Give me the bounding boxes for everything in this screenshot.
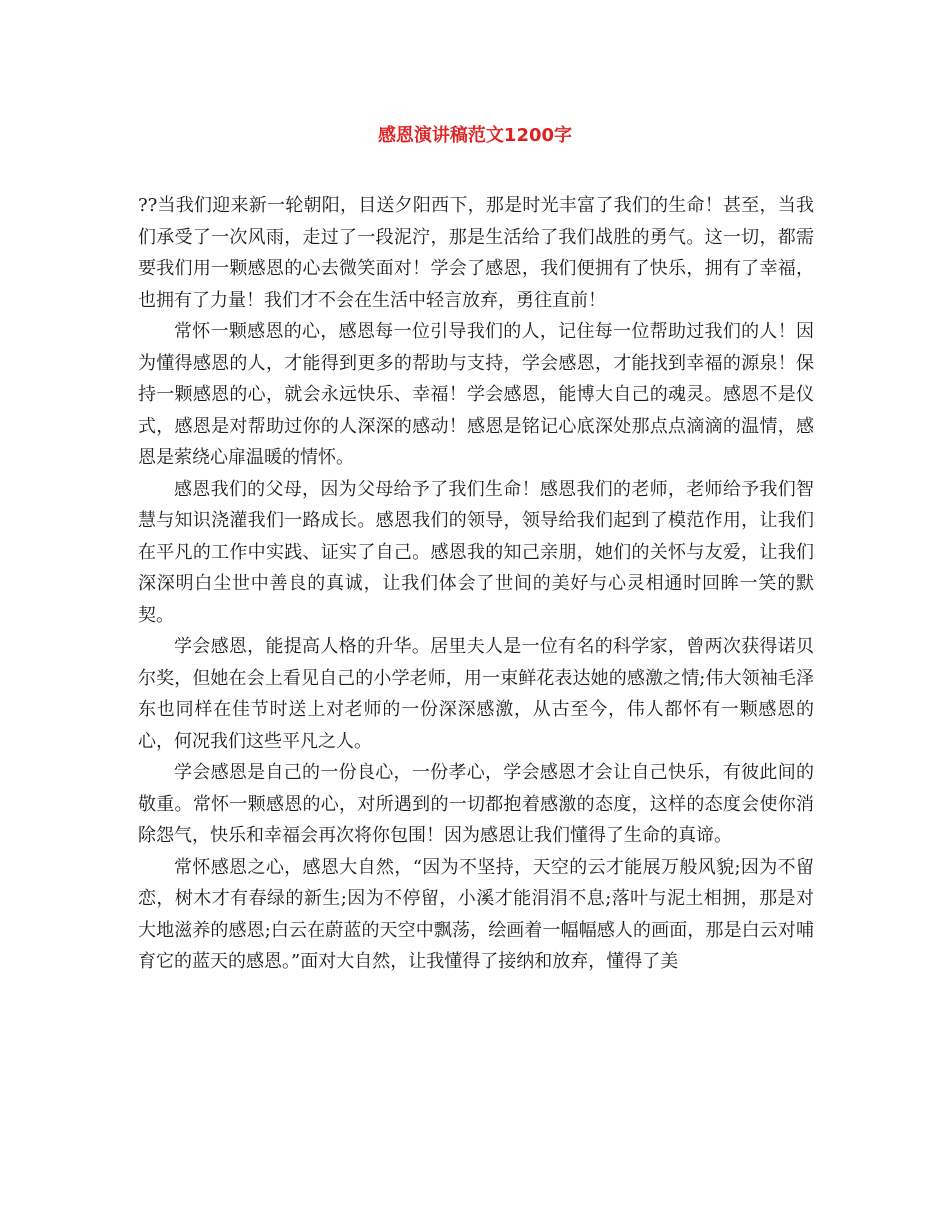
document-title: 感恩演讲稿范文1200字 [377, 125, 573, 146]
paragraph-6: 常怀感恩之心，感恩大自然，“因为不坚持，天空的云才能展万般风貌;因为不留恋，树木才有春绿的新生;因为不停留，小溪才能涓涓不息;落叶与泥土相拥，那是对大地滋养的感恩;白云在蔚蓝的天空中飘荡，绘画着一幅幅感人的画面，那是白云对哺育它的蓝天的感恩。”面对大自然，让我懂得了接纳和放弃，懂得了美 [138, 856, 814, 972]
paragraph-1: ??当我们迎来新一轮朝阳，目送夕阳西下，那是时光丰富了我们的生命！甚至，当我们承受了一次风雨，走过了一段泥泞，那是生活给了我们战胜的勇气。这一切，都需要我们用一颗感恩的心去微笑面对！学会了感恩，我们便拥有了快乐，拥有了幸福，也拥有了力量！我们才不会在生活中轻言放弃，勇往直前！ [138, 195, 814, 311]
paragraph-2: 常怀一颗感恩的心，感恩每一位引导我们的人，记住每一位帮助过我们的人！因为懂得感恩的人，才能得到更多的帮助与支持，学会感恩，才能找到幸福的源泉！保持一颗感恩的心，就会永远快乐、幸福！学会感恩，能博大自己的魂灵。感恩不是仪式，感恩是对帮助过你的人深深的感动！感恩是铭记心底深处那点点滴滴的温情，感恩是萦绕心扉温暖的情怀。 [138, 321, 814, 468]
paragraph-4: 学会感恩，能提高人格的升华。居里夫人是一位有名的科学家，曾两次获得诺贝尔奖，但她在会上看见自己的小学老师，用一束鲜花表达她的感激之情;伟大领袖毛泽东也同样在佳节时送上对老师的一份深深感激，从古至今，伟人都怀有一颗感恩的心，何况我们这些平凡之人。 [138, 636, 814, 752]
document-body [138, 190, 814, 978]
paragraph-5: 学会感恩是自己的一份良心，一份孝心，学会感恩才会让自己快乐，有彼此间的敬重。常怀一颗感恩的心，对所遇到的一切都抱着感激的态度，这样的态度会使你消除怨气，快乐和幸福会再次将你包围！因为感恩让我们懂得了生命的真谛。 [138, 762, 814, 846]
paragraph-3: 感恩我们的父母，因为父母给予了我们生命！感恩我们的老师，老师给予我们智慧与知识浇灌我们一路成长。感恩我们的领导，领导给我们起到了模范作用，让我们在平凡的工作中实践、证实了自己。感恩我的知己亲朋，她们的关怀与友爱，让我们深深明白尘世中善良的真诚，让我们体会了世间的美好与心灵相通时回眸一笑的默契。 [138, 478, 814, 626]
